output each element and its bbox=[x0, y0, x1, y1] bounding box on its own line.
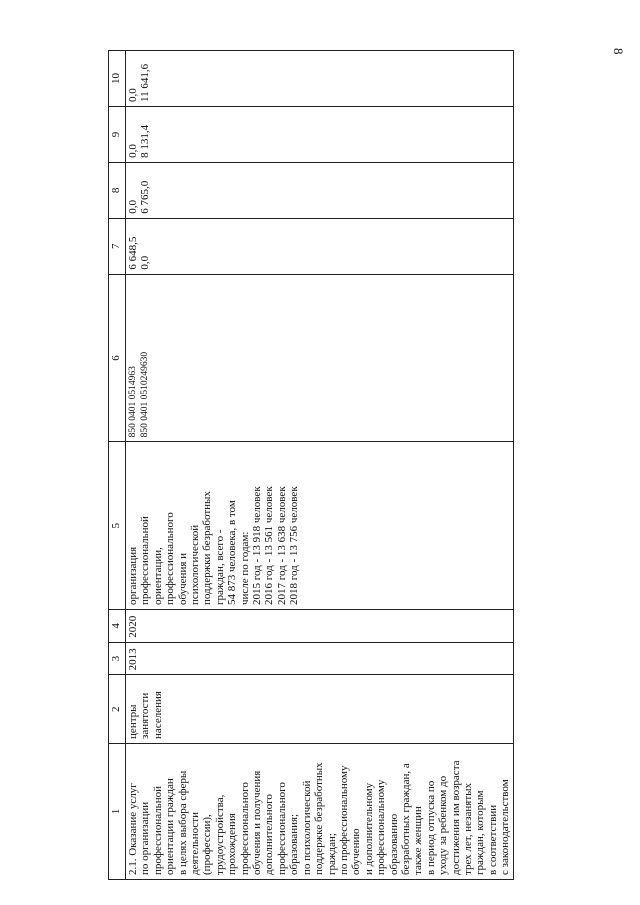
header-row bbox=[109, 51, 126, 880]
header-cell: 5 bbox=[109, 442, 126, 610]
cell-expected-result: организация профессиональной ориентации, профессионального обучения и психологической поддержки безработных граждан, всего - 54 873 человека, в том числе по годам: 2015 год - 13 918 человек 2016 год - 13 561 человек 2017 год - 13 638 человек 2018 год - 13 756 человек bbox=[126, 442, 514, 610]
header-cell: 4 bbox=[109, 610, 126, 643]
cell-end-year: 2020 bbox=[126, 610, 514, 643]
cell-measure-description: 2.1. Оказание услуг по организации профессиональной ориентации граждан в целях выбора сферы деятельности (профессии), трудоустройства, прохождения профессионального обучения и получения дополнительного профессионального образования; по психологической поддержке безработных граждан; по профессиональному обучению и дополнительному профессиональному образованию безработных граждан, а также женщин в период отпуска по уходу за ребенком до достижения им возраста трех лет, незанятых граждан, которым в соответствии с законодательством bbox=[126, 743, 514, 879]
header-cell: 10 bbox=[109, 51, 126, 107]
cell-executor: центры занятости населения bbox=[126, 675, 514, 744]
cell-year-value: 6 648,5 0,0 bbox=[126, 218, 514, 274]
header-cell: 2 bbox=[109, 675, 126, 744]
cell-year-value: 0,0 11 641,6 bbox=[126, 51, 514, 107]
header-cell: 6 bbox=[109, 274, 126, 442]
cell-start-year: 2013 bbox=[126, 642, 514, 675]
page-number: 8 bbox=[611, 48, 626, 55]
header-cell: 3 bbox=[109, 642, 126, 675]
header-cell: 7 bbox=[109, 218, 126, 274]
cell-year-value: 0,0 6 765,0 bbox=[126, 162, 514, 218]
header-cell: 1 bbox=[109, 743, 126, 879]
document-table-rotated bbox=[108, 50, 608, 880]
cell-budget-code: 850 0401 0514963 850 0401 0510249630 bbox=[126, 274, 514, 442]
cell-year-value: 0,0 8 131,4 bbox=[126, 106, 514, 162]
program-table bbox=[108, 50, 514, 880]
table-row bbox=[126, 51, 514, 880]
header-cell: 9 bbox=[109, 106, 126, 162]
header-cell: 8 bbox=[109, 162, 126, 218]
